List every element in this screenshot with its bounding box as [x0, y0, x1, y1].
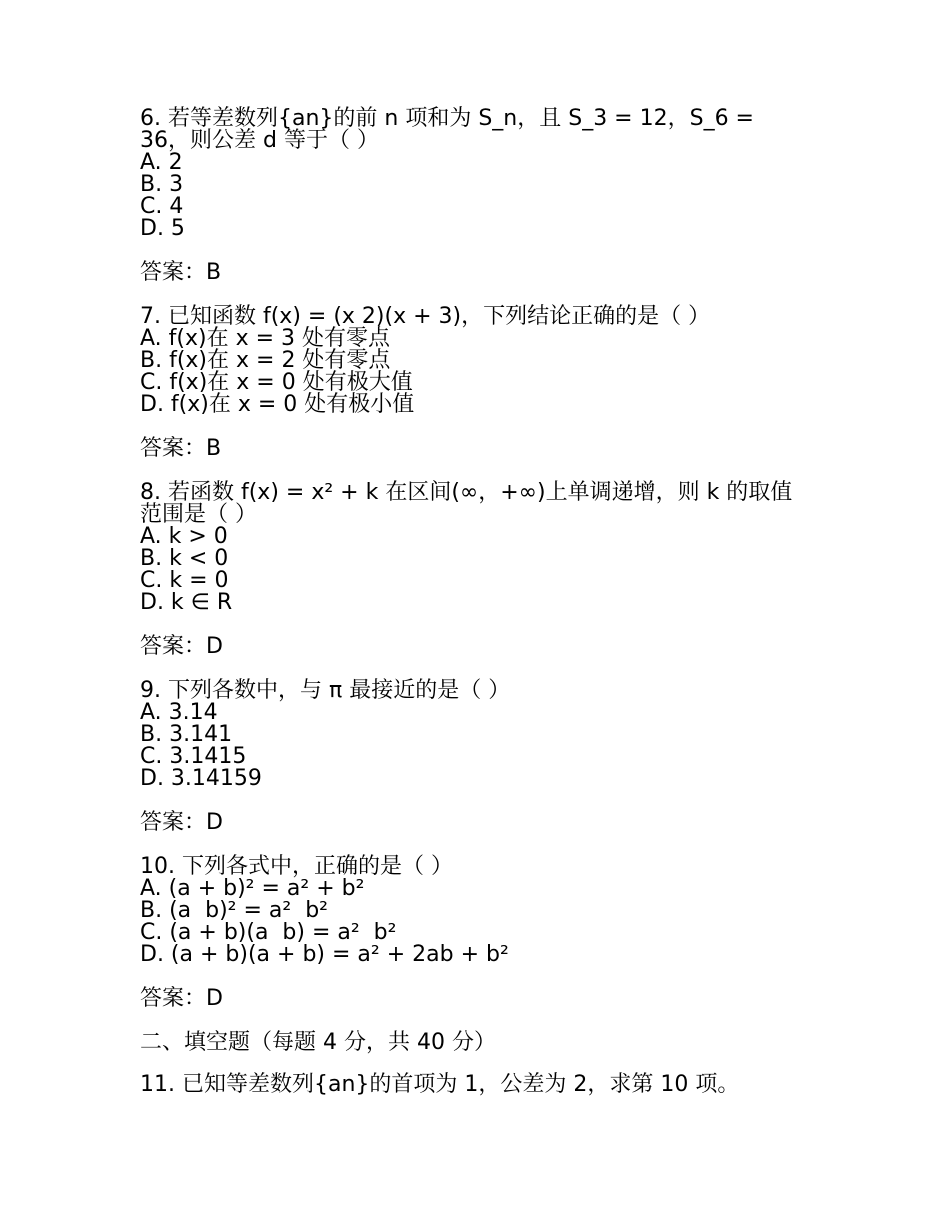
question-title: 9. 下列各数中，与 π 最接近的是（ ）: [140, 678, 511, 703]
exam-content: [140, 108, 800, 1096]
fill-question-11: 11. 已知等差数列{an}的首项为 1，公差为 2，求第 10 项。: [140, 1072, 740, 1097]
option-d: D. 3.14159: [140, 766, 262, 791]
option-a: A. k > 0: [140, 524, 228, 549]
answer-7: 答案：B: [140, 436, 222, 461]
question-8: [140, 482, 800, 614]
answer-9: 答案：D: [140, 810, 223, 835]
option-d: D. (a + b)(a + b) = a² + 2ab + b²: [140, 942, 509, 967]
question-7: [140, 306, 800, 416]
option-c: C. 4: [140, 194, 184, 219]
option-d: D. f(x)在 x = 0 处有极小值: [140, 392, 415, 417]
option-c: C. 3.1415: [140, 744, 247, 769]
answer-10: 答案：D: [140, 986, 223, 1011]
answer-6: 答案：B: [140, 260, 222, 285]
question-10: [140, 856, 800, 966]
question-title: 7. 已知函数 f(x) = (x 2)(x + 3)，下列结论正确的是（ ）: [140, 304, 711, 329]
option-c: C. k = 0: [140, 568, 229, 593]
option-b: B. k < 0: [140, 546, 229, 571]
answer-8: 答案：D: [140, 634, 223, 659]
option-b: B. 3: [140, 172, 184, 197]
option-b: B. f(x)在 x = 2 处有零点: [140, 348, 391, 373]
question-6: [140, 108, 800, 240]
option-a: A. 3.14: [140, 700, 218, 725]
option-d: D. k ∈ R: [140, 590, 233, 615]
section-heading: 二、填空题（每题 4 分，共 40 分）: [140, 1030, 496, 1055]
option-a: A. 2: [140, 150, 183, 175]
question-9: [140, 680, 800, 790]
option-d: D. 5: [140, 216, 185, 241]
option-a: A. f(x)在 x = 3 处有零点: [140, 326, 391, 351]
option-b: B. 3.141: [140, 722, 233, 747]
question-title: 10. 下列各式中，正确的是（ ）: [140, 854, 453, 879]
question-title: 6. 若等差数列{an}的前 n 项和为 S_n，且 S_3 = 12，S_6 = 36，则公差 d 等于（ ）: [140, 106, 754, 153]
question-title: 8. 若函数 f(x) = x² + k 在区间(∞，+∞)上单调递增，则 k 的取值范围是（ ）: [140, 480, 793, 527]
option-c: C. f(x)在 x = 0 处有极大值: [140, 370, 413, 395]
option-a: A. (a + b)² = a² + b²: [140, 876, 365, 901]
option-c: C. (a + b)(a b) = a² b²: [140, 920, 397, 945]
option-b: B. (a b)² = a² b²: [140, 898, 328, 923]
